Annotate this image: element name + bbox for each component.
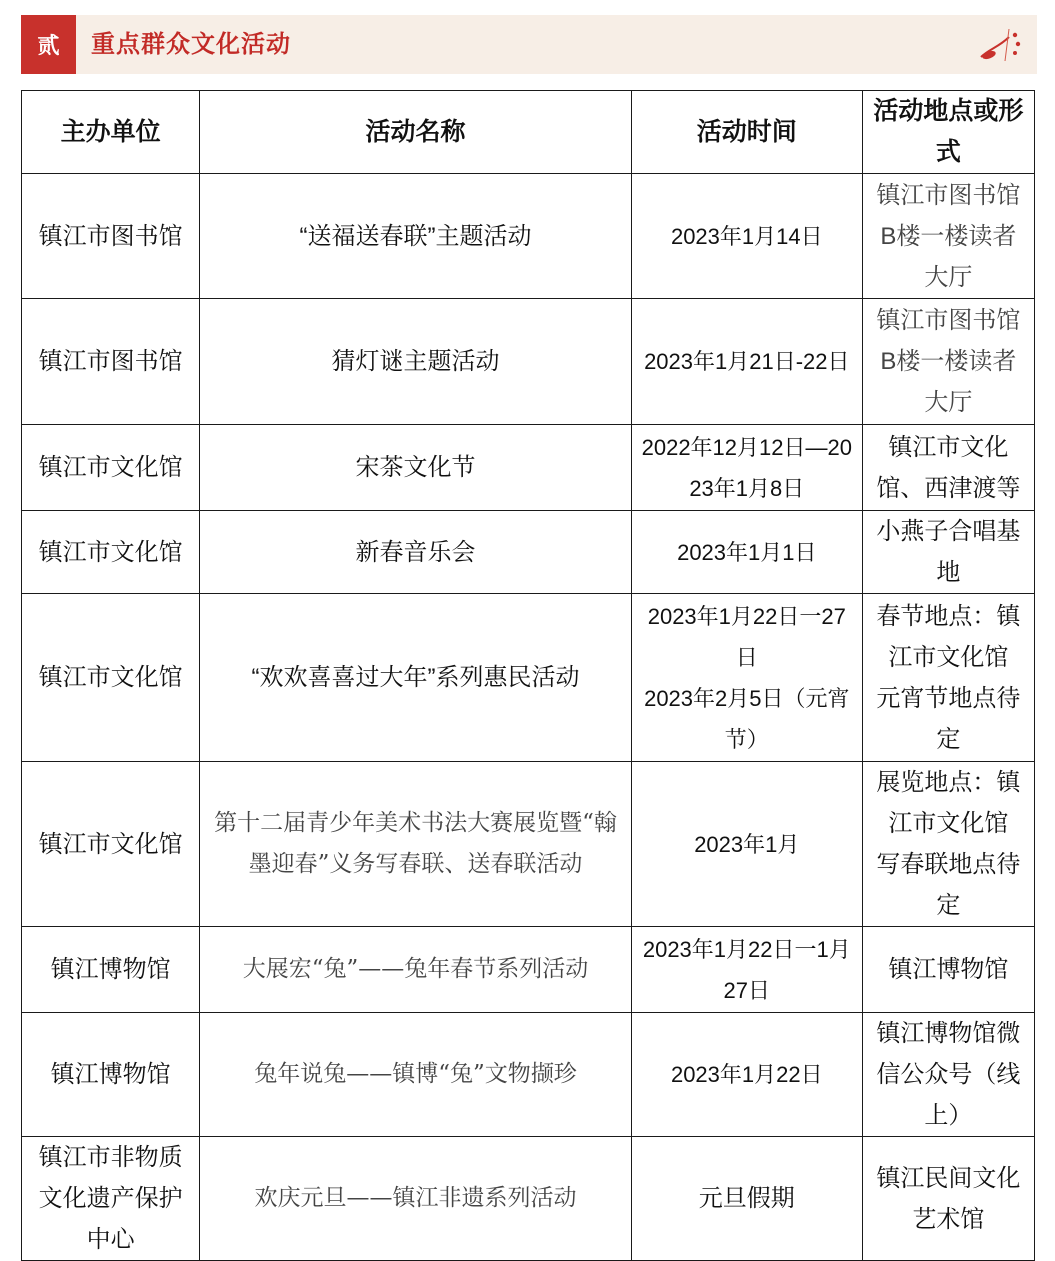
cell-time: 2023年1月22日一1月27日	[631, 927, 862, 1013]
cell-place: 镇江市图书馆B楼一楼读者大厅	[862, 299, 1034, 425]
table-row	[22, 1013, 1035, 1137]
table-row	[22, 174, 1035, 299]
cell-place-line1: 春节地点：镇江市文化馆	[876, 602, 1021, 671]
section-title: 重点群众文化活动	[91, 31, 291, 58]
cell-place	[862, 762, 1034, 927]
header-org: 主办单位	[22, 91, 200, 174]
section-number-badge: 贰	[21, 15, 76, 74]
cell-place: 小燕子合唱基地	[862, 511, 1034, 594]
table-row	[22, 511, 1035, 594]
cell-name: 猜灯谜主题活动	[200, 299, 632, 425]
cell-time: 元旦假期	[631, 1137, 862, 1261]
cell-time: 2023年1月	[631, 762, 862, 927]
cell-time: 2023年1月14日	[631, 174, 862, 299]
cell-time	[631, 594, 862, 762]
cell-name: 兔年说兔——镇博“兔”文物撷珍	[200, 1013, 632, 1137]
cell-place-line1: 展览地点：镇江市文化馆	[876, 769, 1021, 837]
table-row	[22, 425, 1035, 511]
cell-time: 2023年1月22日	[631, 1013, 862, 1137]
cell-time-line1: 2023年1月22日一27日	[647, 603, 846, 670]
cell-place: 镇江市文化馆、西津渡等	[862, 425, 1034, 511]
brush-decoration-icon	[979, 27, 1025, 63]
cell-name: 欢庆元旦——镇江非遗系列活动	[200, 1137, 632, 1261]
table-row	[22, 1137, 1035, 1261]
table-header-row	[22, 91, 1035, 174]
header-time: 活动时间	[631, 91, 862, 174]
cell-org: 镇江博物馆	[22, 927, 200, 1013]
cell-org: 镇江市文化馆	[22, 762, 200, 927]
cell-time-line2: 2023年2月5日（元宵节）	[644, 685, 850, 752]
header-name: 活动名称	[200, 91, 632, 174]
cell-place-line2: 元宵节地点待定	[876, 684, 1021, 753]
cell-org: 镇江市图书馆	[22, 299, 200, 425]
cell-name: 大展宏“兔”——兔年春节系列活动	[200, 927, 632, 1013]
cell-name: 第十二届青少年美术书法大赛展览暨“翰墨迎春”义务写春联、送春联活动	[200, 762, 632, 927]
cell-place-line2: 写春联地点待定	[876, 851, 1021, 919]
cell-org: 镇江市图书馆	[22, 174, 200, 299]
activity-table	[21, 90, 1035, 1261]
cell-org: 镇江市文化馆	[22, 594, 200, 762]
cell-place	[862, 594, 1034, 762]
header-place: 活动地点或形式	[862, 91, 1034, 174]
cell-place: 镇江博物馆	[862, 927, 1034, 1013]
cell-org: 镇江市文化馆	[22, 511, 200, 594]
cell-place: 镇江博物馆微信公众号（线上）	[862, 1013, 1034, 1137]
cell-name: 新春音乐会	[200, 511, 632, 594]
table-row	[22, 594, 1035, 762]
cell-name: 宋茶文化节	[200, 425, 632, 511]
cell-time: 2023年1月21日-22日	[631, 299, 862, 425]
cell-place: 镇江市图书馆B楼一楼读者大厅	[862, 174, 1034, 299]
cell-org: 镇江市文化馆	[22, 425, 200, 511]
cell-name: “送福送春联”主题活动	[200, 174, 632, 299]
cell-org: 镇江博物馆	[22, 1013, 200, 1137]
table-row	[22, 762, 1035, 927]
cell-name: “欢欢喜喜过大年”系列惠民活动	[200, 594, 632, 762]
table-row	[22, 299, 1035, 425]
cell-place: 镇江民间文化艺术馆	[862, 1137, 1034, 1261]
table-row	[22, 927, 1035, 1013]
cell-time: 2023年1月1日	[631, 511, 862, 594]
cell-time: 2022年12月12日—2023年1月8日	[631, 425, 862, 511]
cell-org: 镇江市非物质文化遗产保护中心	[22, 1137, 200, 1261]
section-banner	[21, 15, 1037, 74]
